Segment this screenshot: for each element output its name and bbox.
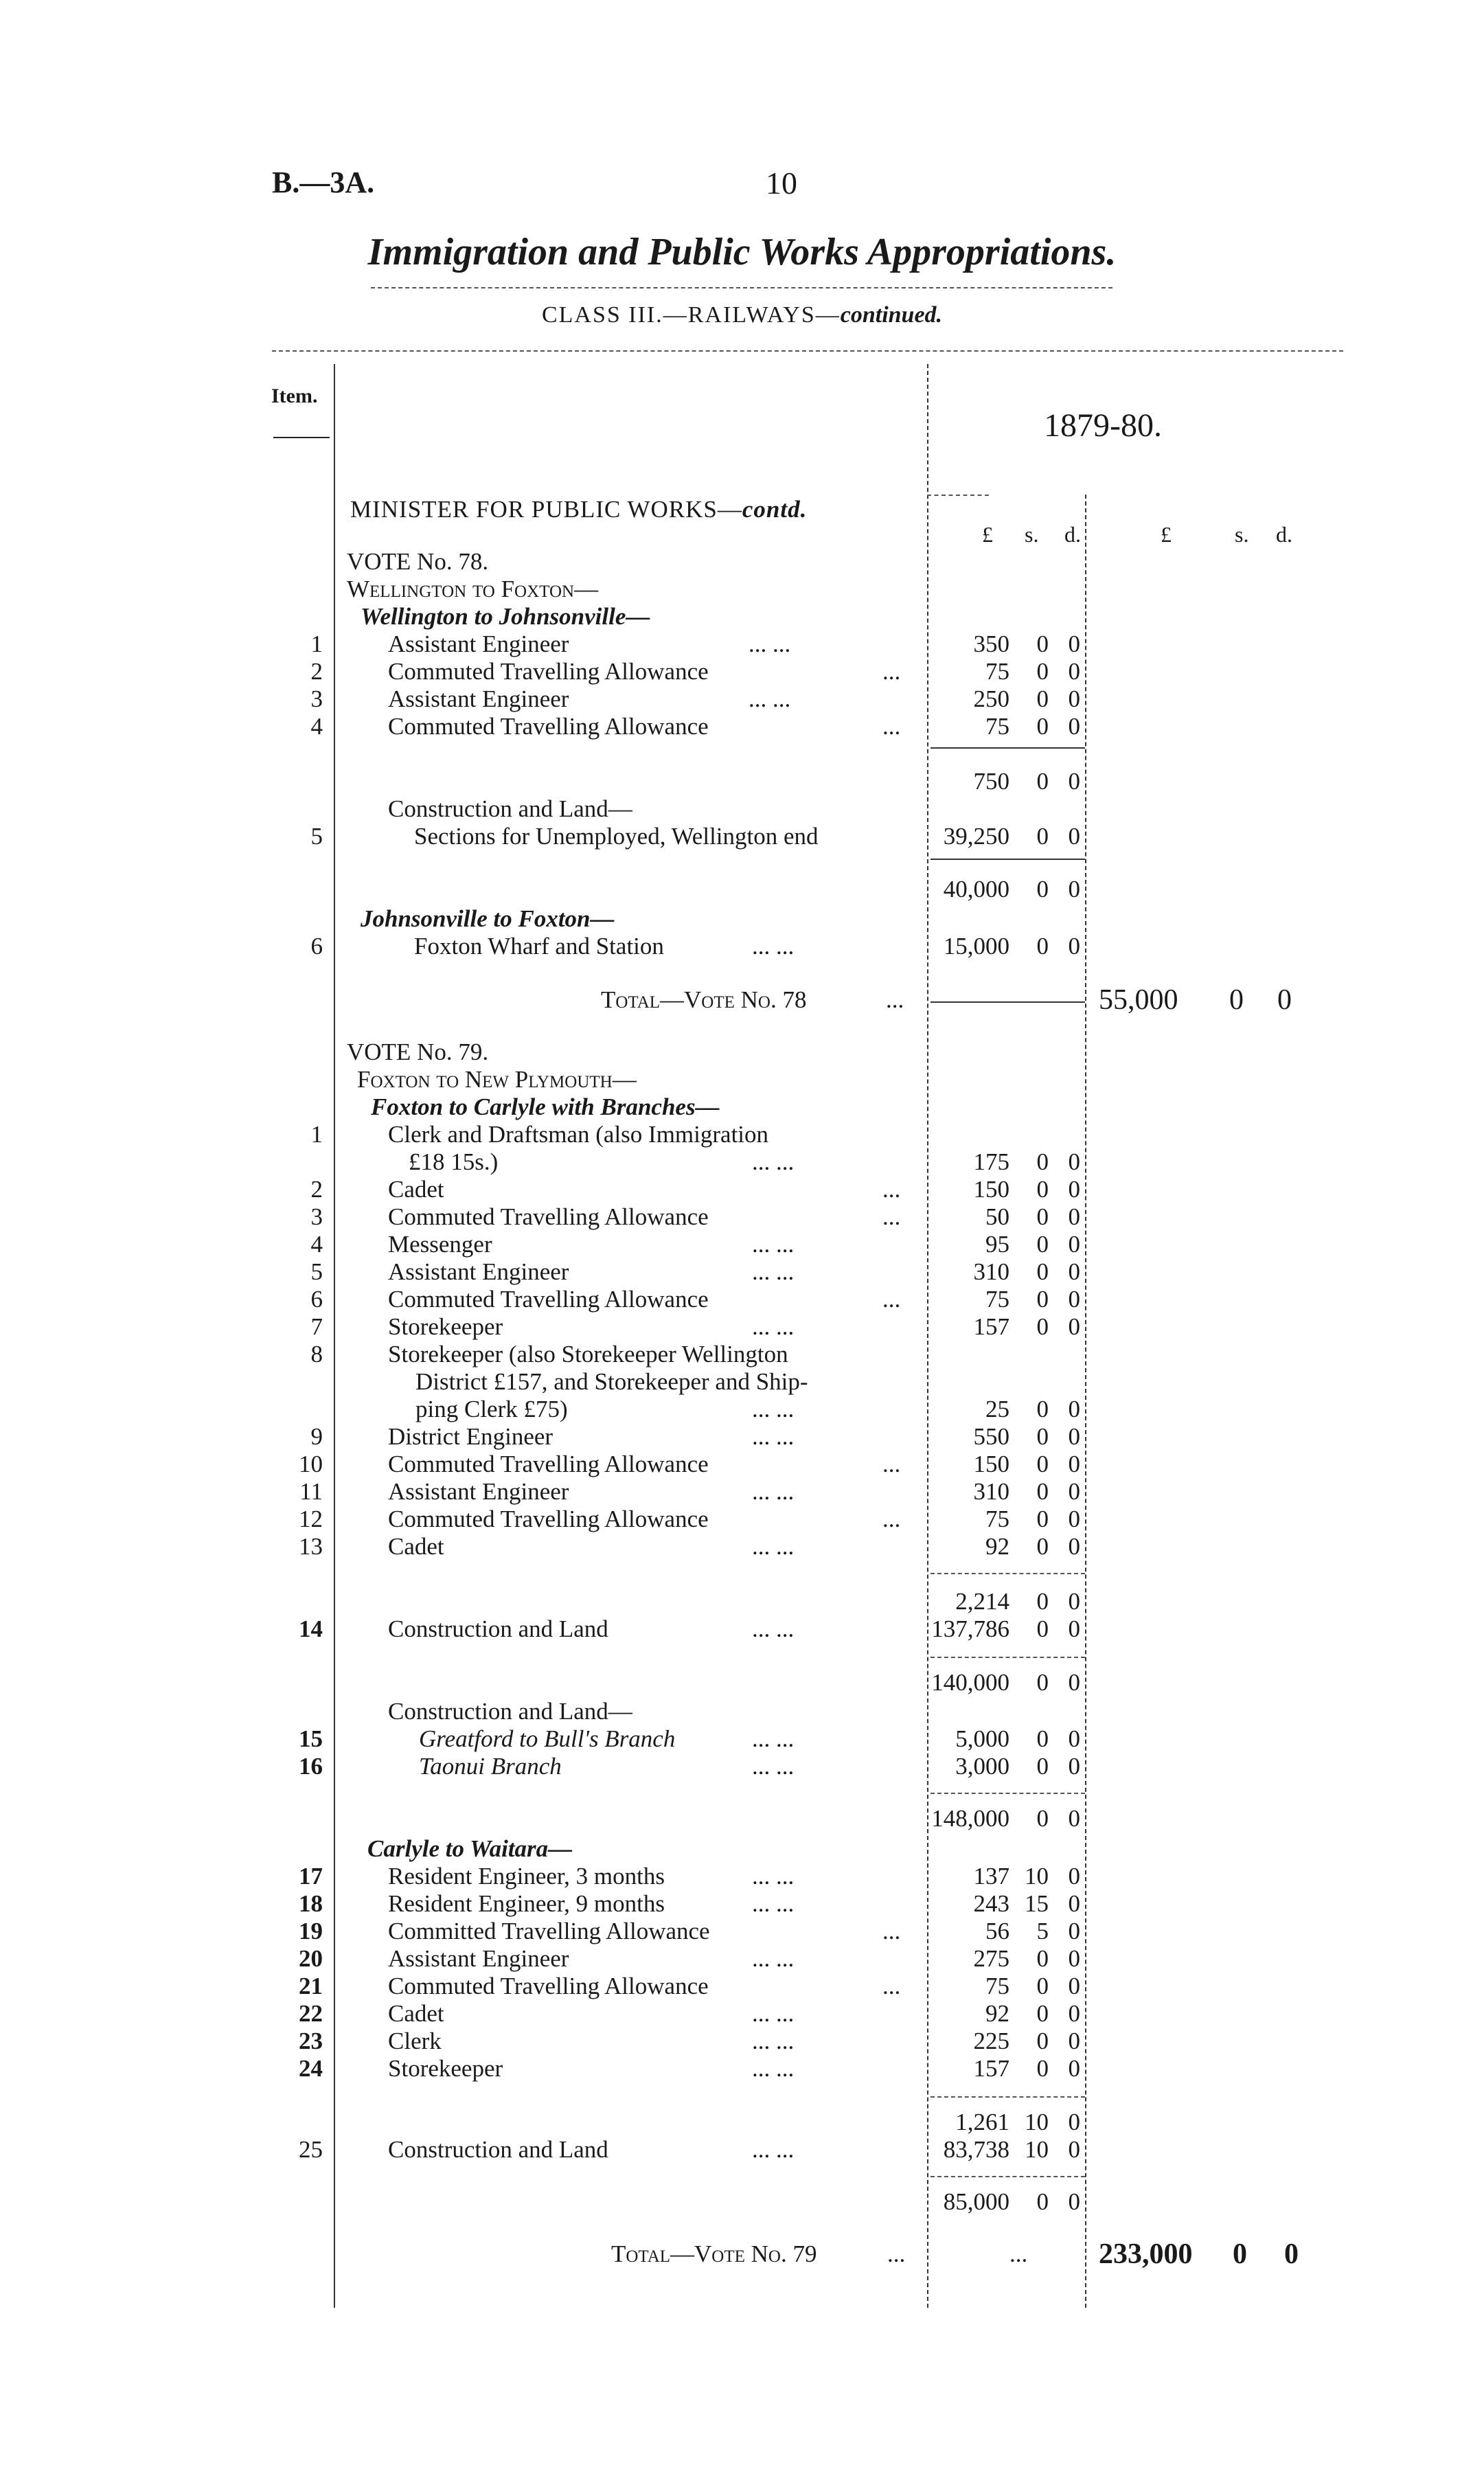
- table-row: 24 Storekeeper ... ... 157 0 0: [299, 2055, 1080, 2082]
- table-row: 18 Resident Engineer, 9 months ... ... 243 15 0: [299, 1890, 1080, 1917]
- shilling-header: s.: [1025, 522, 1039, 547]
- page-number: 10: [766, 166, 797, 201]
- total-rule: [931, 1001, 1085, 1003]
- table-row: 6 Commuted Travelling Allowance ... 75 0 0: [310, 1286, 1080, 1313]
- table-row: 13 Cadet ... ... 92 0 0: [299, 1533, 1080, 1560]
- item-column-header: Item.: [271, 385, 318, 407]
- table-row: 19 Committed Travelling Allowance ... 56 5 0: [299, 1918, 1080, 1944]
- construction-heading: Construction and Land—: [388, 795, 632, 822]
- table-row: 2 Commuted Travelling Allowance ... 75 0 0: [310, 658, 1080, 685]
- vote-79-section: Foxton to New Plymouth—: [357, 1066, 637, 1093]
- table-row: 3 Commuted Travelling Allowance ... 50 0 0: [310, 1203, 1080, 1230]
- subtotal-rule: [931, 1657, 1085, 1658]
- vote-78-subsection: Wellington to Johnsonville—: [361, 603, 650, 630]
- vote-79-subsection-2: Carlyle to Waitara—: [367, 1835, 573, 1862]
- table-row: 4 Messenger ... ... 95 0 0: [310, 1231, 1080, 1258]
- title-rule: [371, 287, 1112, 288]
- page-title: Immigration and Public Works Appropriations.: [367, 231, 1117, 273]
- minister-heading: MINISTER FOR PUBLIC WORKS—contd.: [350, 496, 808, 523]
- table-row: 9 District Engineer ... ... 550 0 0: [310, 1423, 1080, 1450]
- subtotal-row: 140,000 0 0: [931, 1669, 1080, 1696]
- subtotal-row: 2,214 0 0: [955, 1588, 1080, 1615]
- table-row: 23 Clerk ... ... 225 0 0: [299, 2028, 1080, 2054]
- subtotal-row: 1,261 10 0: [955, 2109, 1080, 2135]
- table-row: 7 Storekeeper ... ... 157 0 0: [310, 1313, 1080, 1340]
- table-row: 25 Construction and Land ... ... 83,738 10 0: [299, 2136, 1080, 2163]
- table-row: 5 Assistant Engineer ... ... 310 0 0: [310, 1258, 1080, 1285]
- total-pence-header: d.: [1276, 522, 1292, 547]
- pence-header: d.: [1064, 522, 1081, 547]
- table-row: 5 Sections for Unemployed, Wellington end 39,250 0 0: [310, 823, 1080, 850]
- table-row: 3 Assistant Engineer ... ... 250 0 0: [310, 685, 1080, 712]
- subtotal-rule: [931, 1573, 1085, 1574]
- subtotal-row: 85,000 0 0: [943, 2188, 1080, 2215]
- table-row: 4 Commuted Travelling Allowance ... 75 0 0: [310, 713, 1080, 740]
- subtitle-rule: [272, 350, 1343, 352]
- table-row: 14 Construction and Land ... ... 137,786 0 0: [299, 1615, 1080, 1642]
- table-row: 22 Cadet ... ... 92 0 0: [299, 2000, 1080, 2027]
- table-row: 16 Taonui Branch ... ... 3,000 0 0: [299, 1753, 1080, 1780]
- total-pound-header: £: [1161, 522, 1172, 547]
- subtotal-rule: [931, 747, 1085, 749]
- table-row: 12 Commuted Travelling Allowance ... 75 0 0: [299, 1506, 1080, 1532]
- subtotal-rule: [931, 2096, 1085, 2098]
- vote-79-heading: VOTE No. 79.: [347, 1039, 489, 1065]
- subtotal-rule: [931, 2176, 1085, 2177]
- subtotal-row: 40,000 0 0: [943, 876, 1080, 903]
- table-row: 1 Clerk and Draftsman (also Immigration: [310, 1121, 769, 1148]
- document-reference: B.—3A.: [272, 166, 375, 199]
- vote-79-subsection: Foxton to Carlyle with Branches—: [371, 1093, 720, 1120]
- construction-heading: Construction and Land—: [388, 1698, 632, 1725]
- table-row: 1 Assistant Engineer ... ... 350 0 0: [310, 631, 1080, 657]
- subtotal-rule: [931, 859, 1085, 860]
- table-row: 6 Foxton Wharf and Station ... ... 15,000 0 0: [310, 933, 1080, 960]
- subtotal-row: 148,000 0 0: [931, 1805, 1080, 1832]
- table-row: 21 Commuted Travelling Allowance ... 75 0 0: [299, 1973, 1080, 1999]
- vote-78-subsection-2: Johnsonville to Foxton—: [361, 905, 615, 932]
- table-row: 10 Commuted Travelling Allowance ... 150 0 0: [299, 1451, 1080, 1477]
- table-row: 15 Greatford to Bull's Branch ... ... 5,000 0 0: [299, 1725, 1080, 1752]
- table-row: 8 Storekeeper (also Storekeeper Wellington: [310, 1341, 788, 1367]
- pound-header: £: [982, 522, 993, 547]
- table-row: 11 Assistant Engineer ... ... 310 0 0: [299, 1478, 1080, 1505]
- vote-78-section: Wellington to Foxton—: [347, 576, 599, 602]
- table-row: District £157, and Storekeeper and Ship-: [415, 1368, 808, 1395]
- vote-78-heading: VOTE No. 78.: [347, 548, 489, 575]
- vote-78-total-row: Total—Vote No. 78 ... 55,000 0 0: [601, 984, 1292, 1016]
- item-header-rule: [273, 437, 330, 438]
- table-row: 20 Assistant Engineer ... ... 275 0 0: [299, 1945, 1080, 1972]
- table-row: ping Clerk £75) ... ... 25 0 0: [415, 1396, 1080, 1422]
- vote-79-total-row: Total—Vote No. 79 ... ... 233,000 0 0: [611, 2238, 1299, 2270]
- class-subtitle: CLASS III.—RAILWAYS—continued.: [541, 302, 943, 328]
- subtotal-rule: [931, 1793, 1085, 1794]
- table-row: £18 15s.) ... ... 175 0 0: [409, 1148, 1080, 1175]
- total-shilling-header: s.: [1235, 522, 1249, 547]
- table-row: 17 Resident Engineer, 3 months ... ... 137 10 0: [299, 1863, 1080, 1889]
- fiscal-year: 1879-80.: [1044, 407, 1162, 444]
- subtotal-row: 750 0 0: [973, 768, 1080, 795]
- table-row: 2 Cadet ... 150 0 0: [310, 1176, 1080, 1203]
